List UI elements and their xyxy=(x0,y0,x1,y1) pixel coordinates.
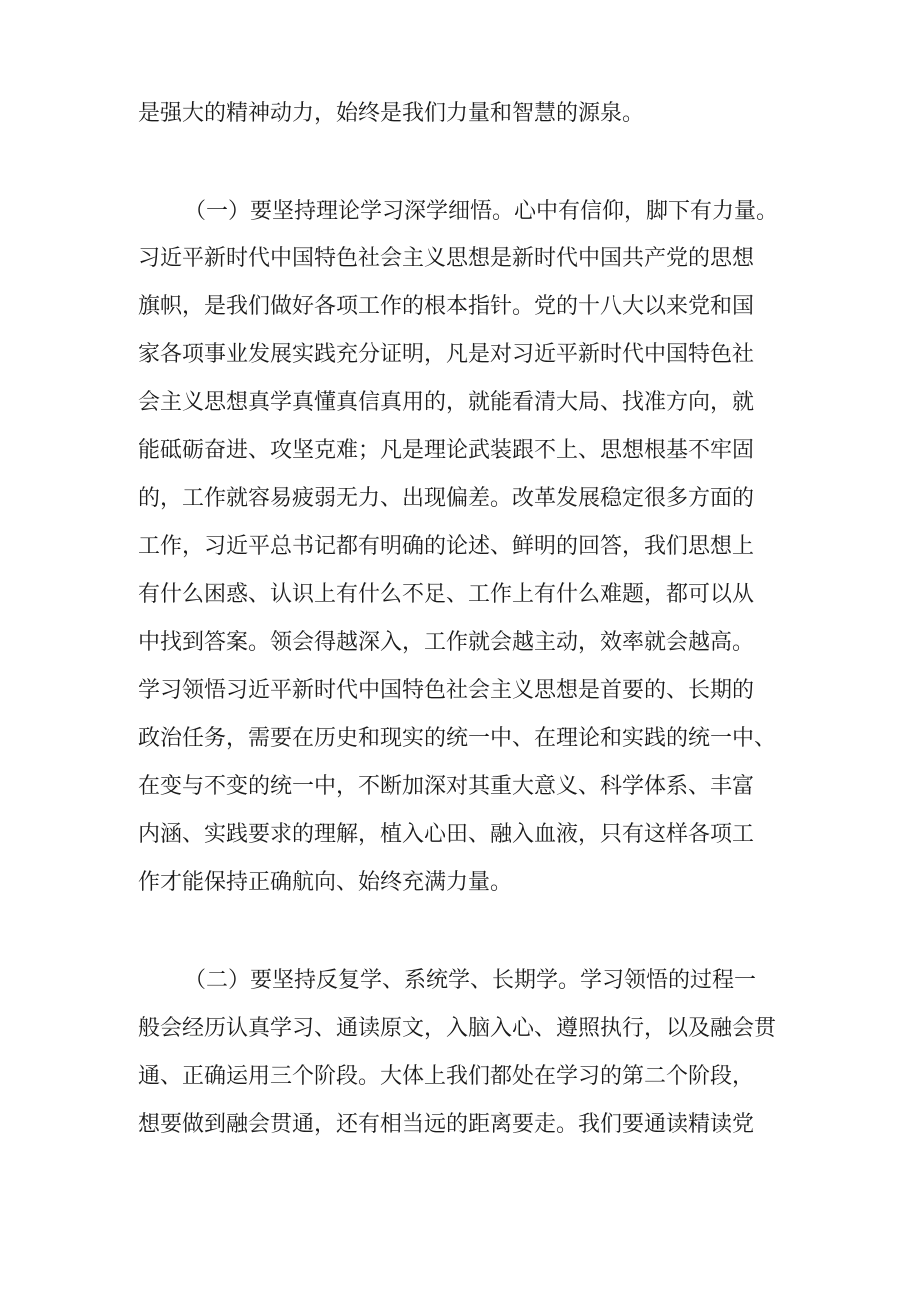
section-heading-line: （二）要坚持反复学、系统学、长期学。学习领悟的过程一 xyxy=(184,968,757,993)
paragraph-line: 能砥砺奋进、攻坚克难；凡是理论武装跟不上、思想根基不牢固 xyxy=(138,438,755,463)
paragraph-line: 家各项事业发展实践充分证明，凡是对习近平新时代中国特色社 xyxy=(138,342,755,367)
section-heading-line: （一）要坚持理论学习深学细悟。心中有信仰，脚下有力量。 xyxy=(184,199,779,224)
paragraph-line: 习近平新时代中国特色社会主义思想是新时代中国共产党的思想 xyxy=(138,246,755,271)
paragraph-line: 想要做到融会贯通，还有相当远的距离要走。我们要通读精读党 xyxy=(138,1112,755,1137)
paragraph-line: 般会经历认真学习、通读原文，入脑入心、遵照执行，以及融会贯 xyxy=(138,1016,777,1041)
paragraph-line: 内涵、实践要求的理解，植入心田、融入血液，只有这样各项工 xyxy=(138,822,755,847)
paragraph-line: 有什么困惑、认识上有什么不足、工作上有什么难题，都可以从 xyxy=(138,582,755,607)
paragraph-line: 是强大的精神动力，始终是我们力量和智慧的源泉。 xyxy=(138,101,645,126)
paragraph-line: 政治任务，需要在历史和现实的统一中、在理论和实践的统一中、 xyxy=(138,726,777,751)
paragraph-line: 工作，习近平总书记都有明确的论述、鲜明的回答，我们思想上 xyxy=(138,534,755,559)
paragraph-line: 学习领悟习近平新时代中国特色社会主义思想是首要的、长期的 xyxy=(138,678,755,703)
paragraph-line: 在变与不变的统一中，不断加深对其重大意义、科学体系、丰富 xyxy=(138,774,755,799)
paragraph-line: 通、正确运用三个阶段。大体上我们都处在学习的第二个阶段， xyxy=(138,1064,755,1089)
paragraph-line: 的，工作就容易疲弱无力、出现偏差。改革发展稳定很多方面的 xyxy=(138,486,755,511)
paragraph-line: 中找到答案。领会得越深入，工作就会越主动，效率就会越高。 xyxy=(138,630,755,655)
paragraph-line: 作才能保持正确航向、始终充满力量。 xyxy=(138,870,513,895)
paragraph-line: 旗帜，是我们做好各项工作的根本指针。党的十八大以来党和国 xyxy=(138,294,755,319)
paragraph-line: 会主义思想真学真懂真信真用的，就能看清大局、找准方向，就 xyxy=(138,390,755,415)
